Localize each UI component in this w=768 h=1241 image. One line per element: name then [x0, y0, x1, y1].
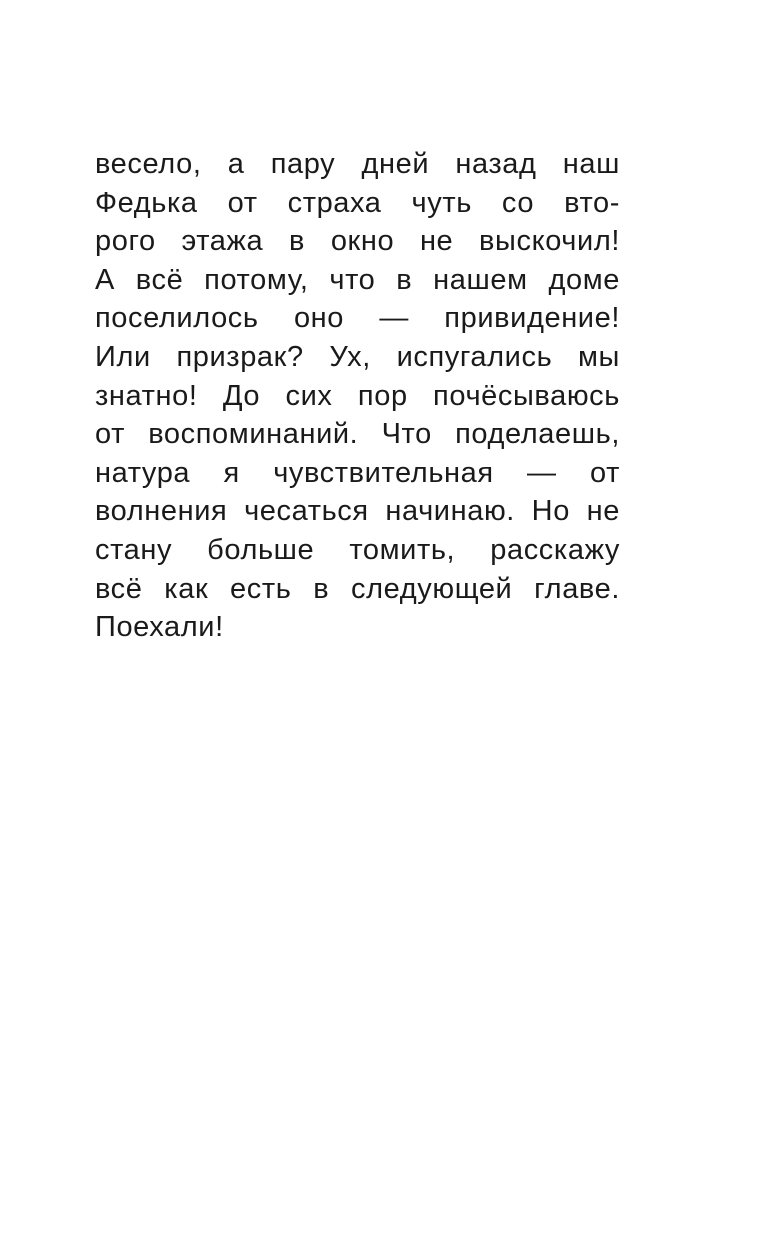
- text-line: всё как есть в следующей главе.: [95, 572, 620, 605]
- body-paragraph: [95, 145, 620, 647]
- text-line: волнения чесаться начинаю. Но не: [95, 495, 620, 528]
- text-line: натура я чувствительная — от: [95, 456, 620, 489]
- text-line: рого этажа в окно не выскочил!: [95, 225, 620, 258]
- text-line: стану больше томить, расскажу: [95, 533, 620, 566]
- text-line: Или призрак? Ух, испугались мы: [95, 340, 620, 373]
- text-line: знатно! До сих пор почёсываюсь: [95, 379, 620, 412]
- text-line: А всё потому, что в нашем доме: [95, 263, 620, 296]
- text-line: от воспоминаний. Что поделаешь,: [95, 418, 620, 451]
- text-line: весело, а пару дней назад наш: [95, 148, 620, 180]
- text-line: поселилось оно — привидение!: [95, 302, 620, 335]
- text-line: Федька от страха чуть со вто-: [95, 186, 620, 219]
- text-line: Поехали!: [95, 611, 224, 644]
